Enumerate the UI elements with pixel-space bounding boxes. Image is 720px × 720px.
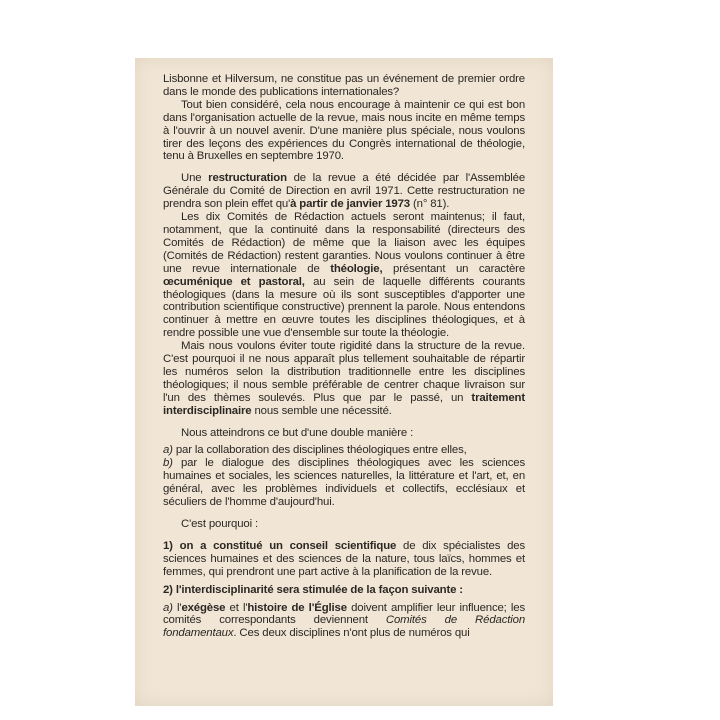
italic-text: a) — [163, 444, 173, 457]
para-b — [163, 457, 525, 509]
body-text: . Ces deux disciplines n'ont plus de numéros qui — [233, 627, 470, 640]
body-text: Tout bien considéré, cela nous encourage à maintenir ce qui est bon dans l'organisation actuelle de la revue, mais nous incite en même temps à l'ouvrir à un nouvel avenir. D'une manière plus spéciale, nous voulons tirer des leçons des expériences du Congrès international de théologie, tenu à Bruxelles en septembre 1970. — [163, 98, 525, 163]
body-text: l' — [172, 601, 182, 614]
para-rigidite — [163, 340, 525, 417]
bold-text: 2) l'interdisciplinarité sera stimulée de la façon suivante : — [163, 583, 463, 596]
body-text: Mais nous voulons éviter toute rigidité dans la structure de la revue. C'est pourquoi il ne nous apparaît plus tellement souhaitable de répartir les numéros selon la distribution traditionnelle entre les disciplines théologiques; il nous semble préférable de centrer chaque livraison sur l'un des thèmes soulevés. Plus que par le passé, un — [163, 340, 525, 404]
body-text: de la revue a été décidée par l'Assemblée Générale du Comité de Direction en avril 1971. Cette restructuration ne prendra son plein effet qu' — [163, 172, 525, 211]
para-c-est-pourquoi — [163, 518, 525, 531]
para-tout-bien-considere — [163, 99, 525, 164]
bold-text: théologie, — [330, 262, 383, 275]
bold-text: à partir de janvier 1973 — [290, 198, 410, 211]
body-text: par le dialogue des disciplines théologiques avec les sciences humaines et sociales, les sciences naturelles, la littérature et l'art, et, en général, avec les problèmes individuels et collectifs, ecclésiaux et séculiers de l'homme d'aujourd'hui. — [163, 457, 525, 509]
bold-text: exégèse — [181, 601, 226, 614]
italic-text: a) — [163, 601, 173, 614]
body-text: de dix spécialistes des sciences humaines et des sciences de la nature, tous laïcs, hommes et femmes, qui prendront une part active à la planification de la revue. — [163, 539, 525, 578]
italic-text: Comités de Rédaction fondamentaux — [163, 614, 525, 640]
body-text: Les dix Comités de Rédaction actuels seront maintenus; il faut, notamment, que la continuité dans la responsabilité (directeurs des Comités de Rédaction) de même que la liaison avec les équipes (Comités de Rédaction) restent garanties. Nous voulons continuer à être une revue internationale de — [163, 211, 525, 275]
body-text: Une — [181, 172, 209, 185]
bold-text: traitement interdisciplinaire — [163, 391, 525, 417]
para-lisbonne — [163, 73, 525, 99]
para-restructuration — [163, 172, 525, 211]
para-a — [163, 444, 525, 457]
book-page — [135, 58, 553, 706]
para-point-2a — [163, 602, 525, 641]
body-text: (n° 81). — [409, 198, 450, 211]
bold-text: 1) on a constitué un conseil scientifique — [163, 539, 397, 552]
italic-text: b) — [163, 457, 173, 470]
page-text — [163, 73, 525, 640]
body-text: Nous atteindrons ce but d'une double manière : — [181, 426, 414, 439]
para-point-2 — [163, 584, 525, 597]
bold-text: histoire de l'Église — [247, 601, 347, 614]
bold-text: restructuration — [208, 172, 287, 185]
body-text: nous semble une nécessité. — [251, 404, 392, 417]
body-text: par la collaboration des disciplines théologiques entre elles, — [172, 444, 467, 457]
body-text: et l' — [225, 601, 248, 614]
para-but — [163, 427, 525, 440]
body-text: présentant un caractère — [382, 262, 526, 275]
para-comites — [163, 211, 525, 340]
body-text: doivent amplifier leur influence; les comités correspondants deviennent — [163, 601, 526, 627]
body-text: au sein de laquelle différents courants théologiques (dans la mesure où ils sont susceptibles d'apporter une contribution scientifique constructive) prennent la parole. Nous entendons continuer à mettre en œuvre toutes les disciplines théologiques, et à rendre possible une vue d'ensemble sur toute la théologie. — [163, 275, 526, 340]
body-text: C'est pourquoi : — [181, 518, 259, 530]
bold-text: œcuménique et pastoral, — [163, 275, 305, 288]
para-point-1 — [163, 540, 525, 579]
body-text: Lisbonne et Hilversum, ne constitue pas un événement de premier ordre dans le monde des publications internationales? — [163, 73, 525, 98]
